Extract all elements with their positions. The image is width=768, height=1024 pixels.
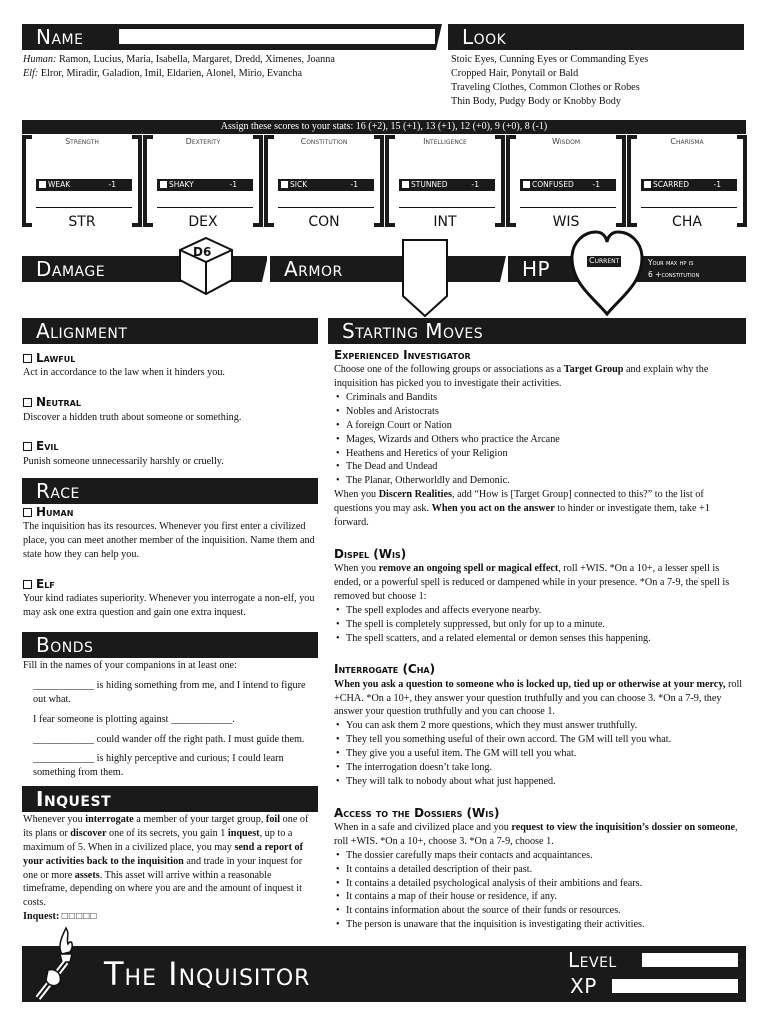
stats-instruction: Assign these scores to your stats: 16 (+2), 15 (+1), 13 (+1), 12 (+0), 9 (+0), 8 (-1)	[220, 121, 548, 132]
alignment-neutral-text: Discover a hidden truth about someone or something.	[23, 411, 242, 423]
bonds-title: Bonds	[36, 633, 94, 657]
list-item: • The spell scatters, and a related elemental or demon senses this happening.	[334, 632, 744, 646]
checkbox[interactable]	[23, 398, 32, 407]
race-human[interactable]: Human	[23, 504, 317, 520]
move-dispel: Dispel (Wis)	[334, 546, 407, 561]
stat-abbr: DEX	[188, 214, 218, 230]
inquest-tracker[interactable]: Inquest: □□□□□	[23, 911, 98, 923]
armor-bar	[270, 256, 506, 282]
list-item: • Heathens and Heretics of your Religion	[334, 447, 744, 461]
damage-title: Damage	[36, 257, 106, 281]
list-item: • It contains information about the source of their funds or resources.	[334, 904, 744, 918]
race-elf[interactable]: Elf	[23, 576, 317, 592]
list-item: • They give you a useful item. The GM will tell you what.	[334, 747, 744, 761]
bond-item[interactable]: ____________ is hiding something from me, and I intend to figure out what.	[33, 679, 306, 705]
move-text: When you Discern Realities, add “How is [Target Group] connected to this?” to the list of questions you may ask. When you act on the answer to hinder or investigate them, take +1 forward.	[334, 489, 710, 528]
level-field[interactable]	[642, 953, 738, 967]
inquest-title: Inquest	[36, 787, 112, 811]
inquest-bar	[22, 786, 318, 812]
race-title: Race	[36, 479, 80, 503]
dossier-options	[334, 849, 744, 932]
armor-title: Armor	[284, 257, 343, 281]
list-item: • The Planar, Otherworldly and Demonic.	[334, 474, 744, 488]
look-title: Look	[462, 25, 507, 49]
xp-field[interactable]	[612, 979, 738, 993]
damage-die-label: D6	[193, 245, 212, 259]
list-item: • They will talk to nobody about what just happened.	[334, 775, 744, 789]
list-item: • You can ask them 2 more questions, which they must answer truthfully.	[334, 719, 744, 733]
debility-shaky[interactable]: SHAKY -1	[157, 179, 253, 191]
bond-item[interactable]: I fear someone is plotting against ____________.	[33, 713, 235, 725]
checkbox[interactable]	[644, 181, 651, 188]
stat-name: Charisma	[670, 137, 704, 146]
race-section	[23, 498, 317, 620]
stat-name: Strength	[65, 137, 99, 146]
list-item: • Nobles and Aristocrats	[334, 405, 744, 419]
list-item: • They tell you something useful of their own accord. The GM will tell you what.	[334, 733, 744, 747]
stat-cha[interactable]	[627, 135, 747, 233]
list-item: • It contains a detailed description of their past.	[334, 863, 744, 877]
stat-dex[interactable]	[143, 135, 263, 233]
human-names: Ramon, Lucius, Maria, Isabella, Margaret, Dredd, Ximenes, Joanna	[58, 54, 335, 65]
stat-name: Intelligence	[423, 137, 467, 146]
level-label: Level	[568, 948, 617, 972]
bonds-section	[23, 659, 317, 780]
list-item: • It contains a detailed psychological analysis of their ambitions and fears.	[334, 877, 744, 891]
stat-name: Wisdom	[551, 137, 580, 146]
move-access-dossiers: Access to the Dossiers (Wis)	[334, 805, 500, 820]
list-item: • The Dead and Undead	[334, 460, 744, 474]
inquest-text: Whenever you interrogate a member of your target group, foil one of its plans or discover one of its secrets, you gain 1 inquest, up to a maximum of 5. When in a civilized place, you may send a report of your activities back to the inquisition and trade in your inquest for one or more assets. This asset will arrive within a reasonable timeframe, depending on where you are and the amount of inquest it costs.	[23, 814, 309, 909]
look-option: Thin Body, Pudgy Body or Knobby Body	[451, 95, 621, 107]
bond-item[interactable]: ____________ could wander off the right path. I must guide them.	[33, 733, 305, 745]
checkbox[interactable]	[160, 181, 167, 188]
debility-scarred[interactable]: SCARRED -1	[641, 179, 737, 191]
move-text: Choose one of the following groups or associations as a Target Group and explain why the inquisition has picked you to investigate their activities.	[334, 364, 709, 390]
moves-section	[334, 341, 744, 932]
elf-label: Elf:	[23, 67, 39, 79]
move-interrogate: Interrogate (Cha)	[334, 662, 436, 677]
look-option: Stoic Eyes, Cunning Eyes or Commanding Eyes	[451, 54, 649, 65]
alignment-evil[interactable]: Evil	[23, 438, 317, 454]
stat-abbr: INT	[433, 214, 457, 230]
move-experienced-investigator: Experienced Investigator	[334, 348, 471, 362]
checkbox[interactable]	[402, 181, 409, 188]
stat-name: Constitution	[300, 137, 348, 146]
stat-value-line[interactable]	[641, 207, 737, 208]
stat-abbr: CON	[308, 214, 340, 230]
bond-item[interactable]: ____________ is highly perceptive and curious; I could learn something from them.	[33, 753, 284, 779]
stat-name: Dexterity	[185, 137, 221, 146]
hp-title: HP	[522, 257, 551, 281]
name-bar	[22, 24, 442, 50]
stat-value-line[interactable]	[157, 207, 253, 208]
checkbox[interactable]	[23, 354, 32, 363]
stat-value-line[interactable]	[278, 207, 374, 208]
look-option: Cropped Hair, Ponytail or Bald	[451, 67, 579, 79]
alignment-lawful-text: Act in accordance to the law when it hinders you.	[23, 367, 225, 379]
bonds-intro: Fill in the names of your companions in at least one:	[23, 660, 237, 671]
list-item: • The person is unaware that the inquisition is investigating their activities.	[334, 918, 744, 932]
stat-abbr: WIS	[552, 214, 580, 230]
stat-value-line[interactable]	[520, 207, 616, 208]
dispel-options	[334, 604, 744, 646]
human-label: Human:	[23, 54, 57, 65]
stat-value-line[interactable]	[36, 207, 132, 208]
stat-value-line[interactable]	[399, 207, 495, 208]
alignment-title: Alignment	[36, 319, 128, 343]
look-bar	[448, 24, 744, 50]
target-group-list	[334, 391, 744, 488]
move-text: When you ask a question to someone who is locked up, tied up or otherwise at your mercy, roll +CHA. *On a 10+, they answer your question truthfully and you can choose 3. *On a 7-9, they answer your question truthfully and you can choose 1.	[334, 678, 743, 718]
alignment-lawful[interactable]: Lawful	[23, 350, 317, 366]
move-text: When in a safe and civilized place and you request to view the inquisition’s dossier on someone, roll +WIS. *On a 10+, choose 3. *On a 7-9, choose 1.	[334, 822, 738, 847]
stat-con[interactable]	[264, 135, 384, 233]
list-item: • The interrogation doesn’t take long.	[334, 761, 744, 775]
alignment-evil-text: Punish someone unnecessarily harshly or cruelly.	[23, 455, 224, 467]
debility-sick[interactable]: SICK -1	[278, 179, 374, 191]
checkbox[interactable]	[23, 508, 32, 517]
bonds-bar	[22, 632, 318, 658]
max-hp-note: Your max hp is 6 +constitution	[648, 258, 700, 279]
footer-bar	[22, 946, 746, 1002]
alignment-bar	[22, 318, 318, 344]
stat-abbr: CHA	[672, 214, 702, 230]
checkbox[interactable]	[523, 181, 530, 188]
hp-current-label: Current	[589, 256, 620, 265]
stats-instruction-bar	[22, 120, 746, 134]
list-item: • Criminals and Bandits	[334, 391, 744, 405]
alignment-neutral[interactable]: Neutral	[23, 394, 317, 410]
stat-int[interactable]	[385, 135, 505, 233]
stat-str[interactable]	[22, 135, 142, 233]
list-item: • The spell is completely suppressed, but only for up to a minute.	[334, 618, 744, 632]
look-option: Traveling Clothes, Common Clothes or Robes	[451, 81, 640, 93]
hp-max-label: Max	[596, 268, 612, 277]
race-human-text: The inquisition has its resources. Whenever you first enter a civilized place, you can meet another member of the inquisition. Name them and state how they can help you.	[23, 521, 315, 561]
debility-stunned[interactable]: STUNNED -1	[399, 179, 495, 191]
checkbox[interactable]	[23, 580, 32, 589]
class-title: The Inquisitor	[104, 955, 311, 993]
stat-abbr: STR	[68, 214, 96, 230]
checkbox[interactable]	[281, 181, 288, 188]
race-elf-text: Your kind radiates superiority. Whenever you interrogate a non-elf, you may ask one extra question and gain one extra inquest.	[23, 593, 315, 619]
name-title: Name	[36, 25, 84, 49]
debility-weak[interactable]: WEAK -1	[36, 179, 132, 191]
torch-hand-icon	[26, 924, 88, 1002]
move-text: When you remove an ongoing spell or magical effect, roll +WIS. *On a 10+, a lesser spell is ended, or a powerful spell is reduced or dampened while in your presence. *On a 7-9, the spell is removed but choose 1:	[334, 563, 730, 602]
list-item: • The dossier carefully maps their contacts and acquaintances.	[334, 849, 744, 863]
shield-icon[interactable]	[400, 238, 450, 318]
stat-wis[interactable]	[506, 135, 626, 233]
debility-confused[interactable]: CONFUSED -1	[520, 179, 616, 191]
look-list	[451, 53, 746, 109]
names-list	[23, 53, 433, 81]
checkbox[interactable]	[23, 442, 32, 451]
inquest-section	[23, 813, 317, 924]
checkbox[interactable]	[39, 181, 46, 188]
alignment-section	[23, 342, 317, 469]
xp-label: XP	[570, 974, 597, 998]
list-item: • Mages, Wizards and Others who practice the Arcane	[334, 433, 744, 447]
interrogate-options	[334, 719, 744, 788]
list-item: • A foreign Court or Nation	[334, 419, 744, 433]
list-item: • It contains a map of their house or residence, if any.	[334, 890, 744, 904]
elf-names: Elror, Miradir, Galadion, Imil, Eldarien, Alonel, Mirio, Evancha	[40, 67, 302, 79]
name-field[interactable]	[119, 29, 435, 44]
list-item: • The spell explodes and affects everyone nearby.	[334, 604, 744, 618]
moves-title: Starting Moves	[342, 319, 484, 343]
